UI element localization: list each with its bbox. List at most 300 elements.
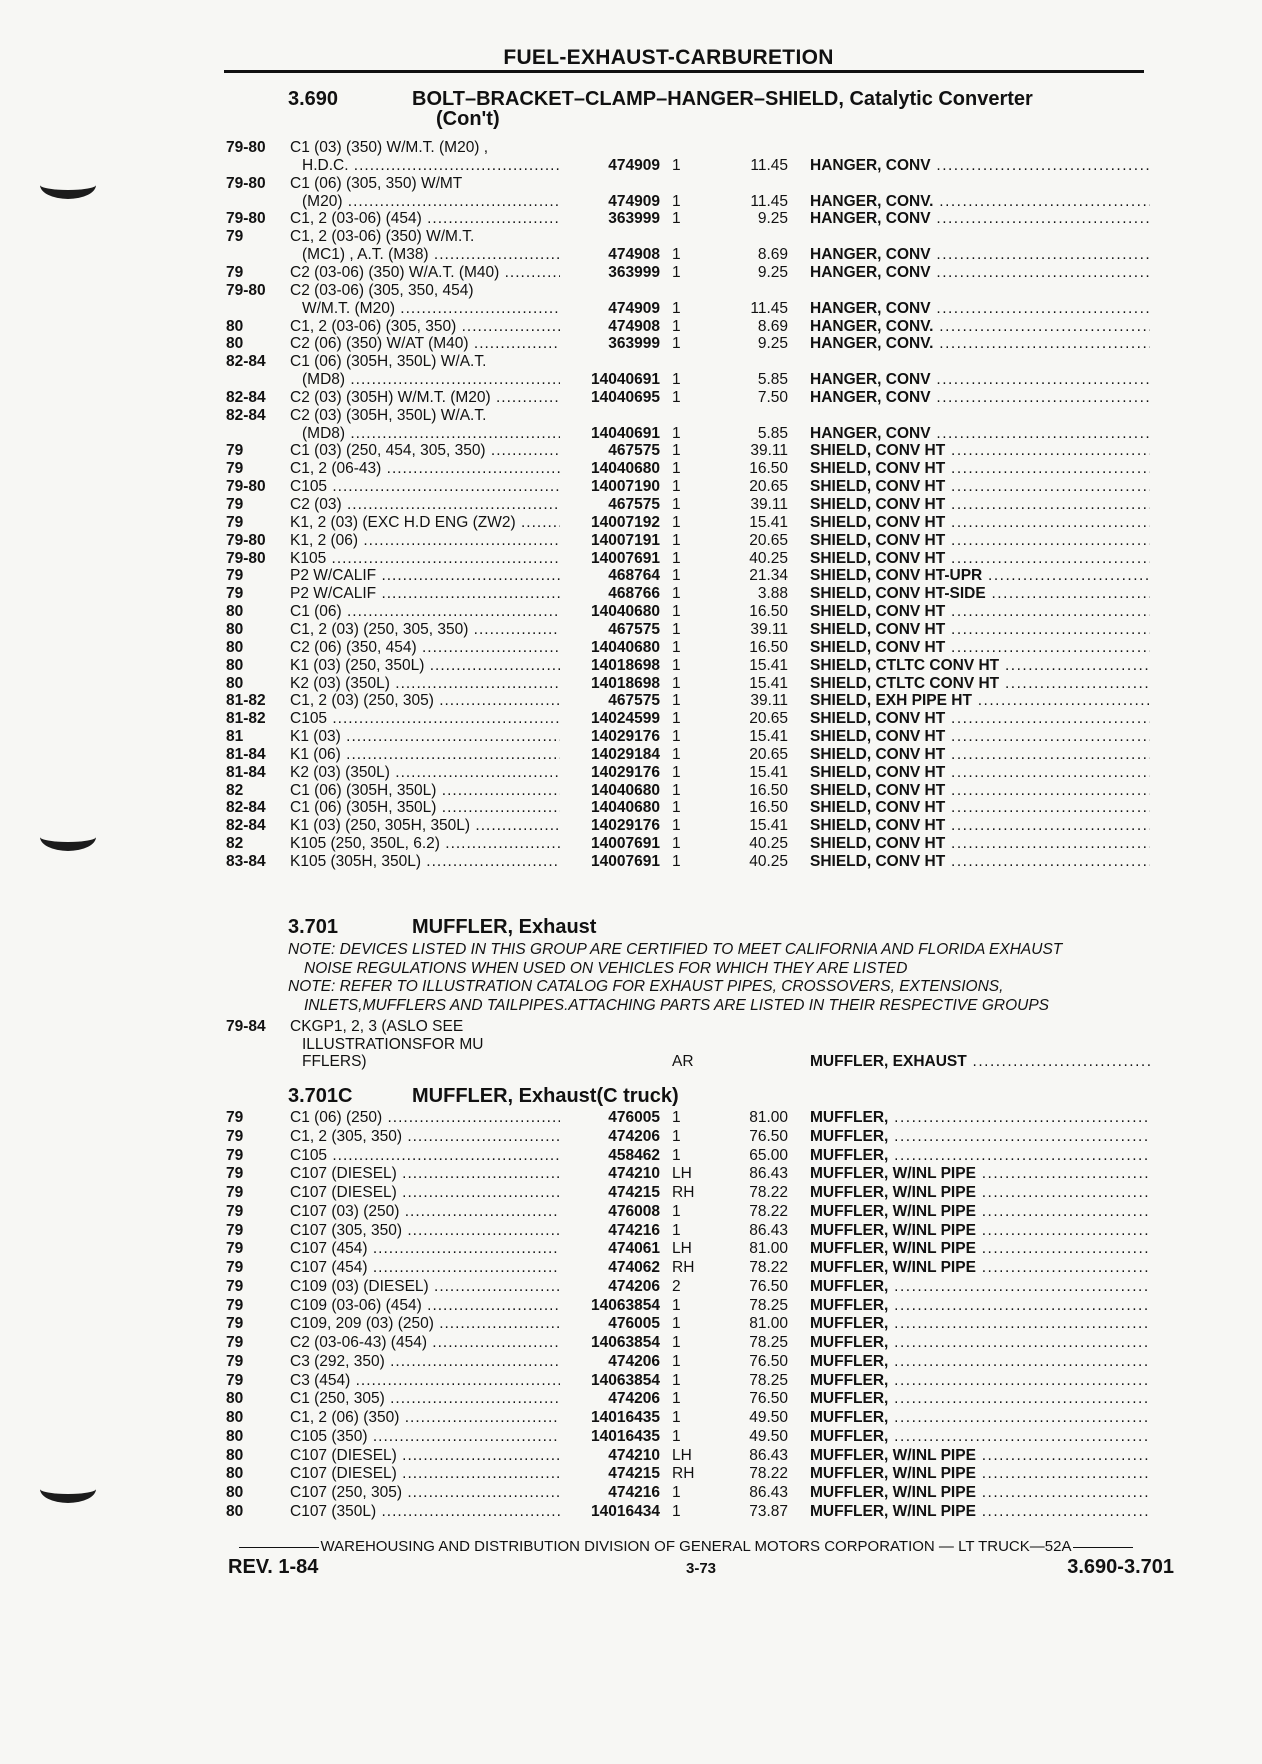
model-description: C1, 2 (03) (250, 305) ..... xyxy=(290,691,560,710)
model-description: H.D.C. ..... xyxy=(302,156,560,175)
price: 20.65 xyxy=(749,478,788,496)
model-description: K1 (06) ..... xyxy=(290,745,560,764)
year-range: 79 xyxy=(226,1296,244,1314)
part-name-text: SHIELD, CTLTC CONV HT xyxy=(810,674,1000,692)
leader-dots xyxy=(945,639,1150,656)
table-row xyxy=(0,745,1262,764)
quantity: 1 xyxy=(672,620,681,638)
model-description: P2 W/CALIF ..... xyxy=(290,584,560,603)
part-number: 14016435 xyxy=(591,1427,660,1445)
year-range: 80 xyxy=(226,1446,244,1464)
header-rule xyxy=(224,70,1144,73)
quantity: 1 xyxy=(672,1427,681,1445)
part-name xyxy=(810,263,1150,282)
table-row xyxy=(0,834,1262,853)
price: 39.11 xyxy=(750,692,788,710)
year-range: 79 xyxy=(226,1202,244,1220)
part-name xyxy=(810,245,1150,264)
price: 49.50 xyxy=(749,1409,788,1426)
part-name-text: SHIELD, CONV HT xyxy=(810,728,946,746)
table-row xyxy=(0,1296,1262,1315)
part-name xyxy=(810,798,1150,817)
quantity: 1 xyxy=(672,1109,681,1126)
part-number: 14029176 xyxy=(591,728,660,746)
part-number: 467575 xyxy=(608,496,660,513)
leader-dots xyxy=(931,389,1150,406)
model-description: K1 (03) (250, 305H, 350L) ..... xyxy=(290,816,560,835)
quantity: AR xyxy=(672,1053,694,1070)
year-range: 82-84 xyxy=(226,353,266,371)
part-number: 14063854 xyxy=(591,1296,660,1314)
part-number: 476005 xyxy=(608,1109,660,1126)
part-number: 474216 xyxy=(608,1221,660,1239)
price: 5.85 xyxy=(757,424,788,442)
price: 5.85 xyxy=(757,371,788,389)
part-number: 14018698 xyxy=(591,674,660,692)
section-title: MUFFLER, Exhaust(C truck) xyxy=(412,1085,679,1107)
table-row xyxy=(0,1183,1262,1202)
part-name xyxy=(810,513,1150,532)
leader-dots xyxy=(972,692,1150,709)
price: 7.50 xyxy=(757,388,788,406)
part-number: 474206 xyxy=(608,1127,660,1145)
part-name-text: HANGER, CONV xyxy=(810,299,931,317)
quantity: 1 xyxy=(672,317,681,335)
year-range: 79 xyxy=(226,1127,244,1145)
part-name-text: SHIELD, CONV HT xyxy=(810,745,946,763)
part-name xyxy=(810,317,1150,336)
year-range: 79 xyxy=(226,263,244,281)
year-range: 80 xyxy=(226,620,244,638)
table-row xyxy=(0,477,1262,496)
table-row xyxy=(0,566,1262,585)
year-range: 79 xyxy=(226,567,244,585)
part-number: 363999 xyxy=(608,263,660,281)
part-name-text: SHIELD, CONV HT xyxy=(810,710,946,728)
part-name-text: SHIELD, CONV HT xyxy=(810,478,946,496)
part-name xyxy=(810,620,1150,639)
model-description: K1, 2 (03) (EXC H.D ENG (ZW2) ..... xyxy=(290,513,560,532)
year-range: 82-84 xyxy=(226,406,266,424)
part-name xyxy=(810,1239,1150,1258)
leader-dots xyxy=(986,585,1150,602)
year-range: 79-80 xyxy=(226,174,266,192)
part-name xyxy=(810,1221,1150,1240)
leader-dots xyxy=(888,1315,1150,1332)
year-range: 79-80 xyxy=(226,549,266,567)
leader-dots xyxy=(976,1447,1150,1464)
part-number: 14007691 xyxy=(591,549,660,567)
part-number: 14040680 xyxy=(591,799,660,817)
part-name xyxy=(810,1446,1150,1465)
price: 40.25 xyxy=(749,549,788,567)
quantity: RH xyxy=(672,1259,695,1276)
table-row xyxy=(0,1202,1262,1221)
table-row xyxy=(0,406,1262,425)
quantity: 1 xyxy=(672,1352,681,1370)
price: 76.50 xyxy=(749,1390,788,1408)
model-description: C109 (03) (DIESEL) ..... xyxy=(290,1277,560,1296)
leader-dots xyxy=(945,853,1150,870)
model-description: C105 ..... xyxy=(290,477,560,496)
year-range: 80 xyxy=(226,1427,244,1445)
part-name-text: HANGER, CONV. xyxy=(810,192,934,210)
part-name xyxy=(810,1502,1150,1521)
price: 20.65 xyxy=(749,531,788,549)
part-name-text: SHIELD, CONV HT xyxy=(810,442,946,460)
quantity: 1 xyxy=(672,1390,681,1408)
leader-dots xyxy=(999,657,1150,674)
part-name-text: HANGER, CONV xyxy=(810,371,931,389)
model-description: C1, 2 (06-43) ..... xyxy=(290,459,560,478)
leader-dots xyxy=(945,764,1150,781)
table-row xyxy=(0,174,1262,193)
leader-dots xyxy=(976,1203,1150,1220)
part-name-text: MUFFLER, W/INL PIPE xyxy=(810,1484,976,1501)
part-name xyxy=(810,1202,1150,1221)
part-number: 474216 xyxy=(608,1484,660,1501)
part-name xyxy=(810,441,1150,460)
quantity: 1 xyxy=(672,745,681,763)
price: 81.00 xyxy=(749,1240,788,1258)
year-range: 79 xyxy=(226,1146,244,1164)
model-description: CKGP1, 2, 3 (ASLO SEE xyxy=(290,1018,464,1035)
price: 39.11 xyxy=(750,496,788,513)
table-row xyxy=(0,1052,1262,1071)
model-description: C1 (250, 305) ..... xyxy=(290,1389,560,1408)
part-name xyxy=(810,1127,1150,1146)
quantity: 1 xyxy=(672,1409,681,1426)
quantity: 1 xyxy=(672,1127,681,1145)
part-number: 14007691 xyxy=(591,853,660,870)
price: 11.45 xyxy=(750,192,788,210)
model-description: C1 (06) (305H, 350L) W/A.T. xyxy=(290,353,487,371)
part-name xyxy=(810,834,1150,853)
quantity: 1 xyxy=(672,263,681,281)
table-row xyxy=(0,1277,1262,1296)
part-name xyxy=(810,656,1150,675)
model-description: K105 (250, 350L, 6.2) ..... xyxy=(290,834,560,853)
part-name-text: MUFFLER, xyxy=(810,1352,889,1370)
part-name xyxy=(810,852,1150,871)
quantity: 1 xyxy=(672,603,681,621)
year-range: 79 xyxy=(226,1109,244,1126)
part-number: 14029184 xyxy=(591,745,660,763)
leader-dots xyxy=(945,603,1150,620)
part-number: 474210 xyxy=(608,1165,660,1183)
part-number: 14029176 xyxy=(591,763,660,781)
model-description: C107 (350L) ..... xyxy=(290,1502,560,1521)
part-name-text: SHIELD, CONV HT-SIDE xyxy=(810,585,986,603)
model-description: (MC1) , A.T. (M38) ..... xyxy=(302,245,560,264)
leader-dots xyxy=(976,1503,1150,1520)
note-line: NOTE: DEVICES LISTED IN THIS GROUP ARE CERTIFIED TO MEET CALIFORNIA AND FLORIDA EXHAUST xyxy=(288,941,1063,958)
part-name-text: MUFFLER, xyxy=(810,1146,889,1164)
price: 9.25 xyxy=(757,263,788,281)
table-row xyxy=(0,584,1262,603)
price: 65.00 xyxy=(749,1146,788,1164)
footer-division xyxy=(228,1538,1144,1555)
leader-dots xyxy=(976,1184,1150,1201)
quantity: 1 xyxy=(672,246,681,264)
part-name xyxy=(810,388,1150,407)
model-description: K2 (03) (350L) ..... xyxy=(290,763,560,782)
part-number: 14007191 xyxy=(591,531,660,549)
price: 16.50 xyxy=(749,638,788,656)
footer-division-text: WAREHOUSING AND DISTRIBUTION DIVISION OF GENERAL MOTORS CORPORATION — LT TRUCK—52A xyxy=(320,1538,1072,1555)
part-name-text: SHIELD, CONV HT xyxy=(810,603,946,621)
table-row xyxy=(0,263,1262,282)
quantity: 1 xyxy=(672,388,681,406)
year-range: 82-84 xyxy=(226,817,266,835)
leader-dots xyxy=(888,1334,1150,1351)
quantity: 2 xyxy=(672,1277,681,1295)
part-name xyxy=(810,459,1150,478)
price: 78.25 xyxy=(749,1334,788,1351)
price: 81.00 xyxy=(749,1315,788,1333)
part-name-text: HANGER, CONV xyxy=(810,263,931,281)
table-row xyxy=(0,299,1262,318)
price: 86.43 xyxy=(749,1165,788,1183)
year-range: 80 xyxy=(226,1409,244,1426)
leader-dots xyxy=(888,1353,1150,1370)
model-description: C105 (350) ..... xyxy=(290,1427,560,1446)
part-number: 14024599 xyxy=(591,710,660,728)
leader-dots xyxy=(945,782,1150,799)
part-name xyxy=(810,1371,1150,1390)
price: 78.25 xyxy=(749,1296,788,1314)
table-row xyxy=(0,1446,1262,1465)
leader-dots xyxy=(976,1259,1150,1276)
table-row xyxy=(0,424,1262,443)
model-description: C3 (454) ..... xyxy=(290,1371,560,1390)
part-name-text: SHIELD, CONV HT xyxy=(810,620,946,638)
year-range: 80 xyxy=(226,1502,244,1520)
part-name xyxy=(810,1408,1150,1427)
table-row xyxy=(0,441,1262,460)
leader-dots xyxy=(982,567,1150,584)
price: 40.25 xyxy=(749,853,788,870)
table-row xyxy=(0,334,1262,353)
model-description: C2 (06) (350, 454) ..... xyxy=(290,638,560,657)
part-name xyxy=(810,1164,1150,1183)
part-name xyxy=(810,477,1150,496)
year-range: 79 xyxy=(226,1221,244,1239)
year-range: 79-84 xyxy=(226,1018,266,1035)
part-number: 14016435 xyxy=(591,1409,660,1426)
part-name xyxy=(810,781,1150,800)
model-description: C107 (454) ..... xyxy=(290,1258,560,1277)
leader-dots xyxy=(999,675,1150,692)
part-name xyxy=(810,674,1150,693)
note-line: NOISE REGULATIONS WHEN USED ON VEHICLES FOR WHICH THEY ARE LISTED xyxy=(304,959,908,977)
quantity: 1 xyxy=(672,585,681,603)
section-title: MUFFLER, Exhaust xyxy=(412,916,597,938)
part-name xyxy=(810,495,1150,514)
part-number: 468764 xyxy=(608,567,660,585)
model-description: C107 (DIESEL) ..... xyxy=(290,1446,560,1465)
model-description: K105 (305H, 350L) ..... xyxy=(290,852,560,871)
model-description: C1, 2 (305, 350) ..... xyxy=(290,1127,560,1146)
quantity: 1 xyxy=(672,496,681,513)
leader-dots xyxy=(976,1465,1150,1482)
leader-dots xyxy=(933,193,1150,210)
price: 40.25 xyxy=(749,835,788,853)
part-name-text: MUFFLER, xyxy=(810,1427,889,1445)
price: 15.41 xyxy=(749,674,788,692)
price: 81.00 xyxy=(749,1109,788,1126)
year-range: 79 xyxy=(226,1371,244,1389)
leader-dots xyxy=(945,514,1150,531)
part-name-text: SHIELD, CONV HT xyxy=(810,763,946,781)
price: 15.41 xyxy=(749,817,788,835)
leader-dots xyxy=(888,1278,1150,1295)
leader-dots xyxy=(945,835,1150,852)
table-row xyxy=(0,370,1262,389)
section-title: BOLT–BRACKET–CLAMP–HANGER–SHIELD, Catalytic Converter xyxy=(412,88,1033,110)
part-name-text: MUFFLER, W/INL PIPE xyxy=(810,1446,976,1464)
part-name-text: MUFFLER, W/INL PIPE xyxy=(810,1165,976,1183)
part-name xyxy=(810,370,1150,389)
leader-dots xyxy=(945,728,1150,745)
model-description: C1, 2 (03-06) (350) W/M.T. xyxy=(290,228,475,246)
part-number: 476005 xyxy=(608,1315,660,1333)
part-name-text: HANGER, CONV xyxy=(810,210,931,228)
part-name xyxy=(810,1464,1150,1483)
page-number: 3-73 xyxy=(686,1560,717,1577)
quantity: 1 xyxy=(672,728,681,746)
part-name xyxy=(810,745,1150,764)
model-description: C107 (DIESEL) ..... xyxy=(290,1464,560,1483)
year-range: 80 xyxy=(226,603,244,621)
leader-dots xyxy=(976,1240,1150,1257)
part-number: 474908 xyxy=(608,317,660,335)
leader-dots xyxy=(976,1222,1150,1239)
table-row xyxy=(0,192,1262,211)
part-name-text: SHIELD, EXH PIPE HT xyxy=(810,692,972,710)
model-description: C1 (06) (305H, 350L) ..... xyxy=(290,781,560,800)
part-name xyxy=(810,1277,1150,1296)
price: 86.43 xyxy=(749,1221,788,1239)
leader-dots xyxy=(945,621,1150,638)
part-name xyxy=(810,1146,1150,1165)
table-row xyxy=(0,674,1262,693)
table-row xyxy=(0,1035,1262,1054)
model-description: C2 (03-06) (305, 350, 454) xyxy=(290,281,474,299)
part-number: 474210 xyxy=(608,1446,660,1464)
year-range: 79-80 xyxy=(226,281,266,299)
quantity: 1 xyxy=(672,1221,681,1239)
part-name-text: HANGER, CONV xyxy=(810,156,931,174)
table-row xyxy=(0,781,1262,800)
leader-dots xyxy=(888,1390,1150,1407)
note-line: NOTE: REFER TO ILLUSTRATION CATALOG FOR EXHAUST PIPES, CROSSOVERS, EXTENSIONS, xyxy=(288,978,1004,995)
year-range: 81-84 xyxy=(226,763,266,781)
year-range: 79 xyxy=(226,585,244,603)
part-number: 474909 xyxy=(608,192,660,210)
part-number: 14029176 xyxy=(591,817,660,835)
part-name-text: SHIELD, CONV HT xyxy=(810,531,946,549)
part-name-text: MUFFLER, xyxy=(810,1277,889,1295)
part-name-text: SHIELD, CONV HT xyxy=(810,817,946,835)
quantity: 1 xyxy=(672,442,681,460)
table-row xyxy=(0,1352,1262,1371)
part-name-text: MUFFLER, W/INL PIPE xyxy=(810,1240,976,1258)
part-name xyxy=(810,638,1150,657)
price: 78.22 xyxy=(749,1465,788,1483)
table-row xyxy=(0,1017,1262,1036)
part-number: 474909 xyxy=(608,156,660,174)
leader-dots xyxy=(931,210,1150,227)
year-range: 79 xyxy=(226,1315,244,1333)
part-name-text: SHIELD, CONV HT xyxy=(810,853,946,870)
table-row xyxy=(0,1146,1262,1165)
price: 86.43 xyxy=(749,1446,788,1464)
model-description: (M20) ..... xyxy=(302,192,560,211)
model-description: C1 (06) (250) ..... xyxy=(290,1108,560,1127)
leader-dots xyxy=(945,550,1150,567)
leader-dots xyxy=(931,300,1150,317)
quantity: 1 xyxy=(672,371,681,389)
part-number: 14063854 xyxy=(591,1371,660,1389)
quantity: 1 xyxy=(672,1315,681,1333)
price: 15.41 xyxy=(749,763,788,781)
price: 73.87 xyxy=(749,1502,788,1520)
quantity: 1 xyxy=(672,1334,681,1351)
table-row xyxy=(0,852,1262,871)
part-name-text: HANGER, CONV. xyxy=(810,335,934,353)
part-name xyxy=(810,156,1150,175)
table-row xyxy=(0,156,1262,175)
model-description: C1 (03) (350) W/M.T. (M20) , xyxy=(290,139,489,156)
part-name xyxy=(810,584,1150,603)
part-name-text: MUFFLER, xyxy=(810,1409,889,1426)
table-row xyxy=(0,209,1262,228)
table-row xyxy=(0,727,1262,746)
part-name-text: MUFFLER, xyxy=(810,1296,889,1314)
part-name-text: MUFFLER, xyxy=(810,1390,889,1408)
leader-dots xyxy=(888,1428,1150,1445)
quantity: 1 xyxy=(672,192,681,210)
price: 78.25 xyxy=(749,1371,788,1389)
table-row xyxy=(0,388,1262,407)
quantity: 1 xyxy=(672,817,681,835)
part-number: 474206 xyxy=(608,1277,660,1295)
part-name-text: SHIELD, CONV HT xyxy=(810,549,946,567)
part-number: 14018698 xyxy=(591,656,660,674)
part-name-text: SHIELD, CONV HT xyxy=(810,781,946,799)
model-description: K2 (03) (350L) ..... xyxy=(290,674,560,693)
quantity: 1 xyxy=(672,210,681,228)
model-description: (MD8) ..... xyxy=(302,370,560,389)
part-name-text: SHIELD, CONV HT xyxy=(810,799,946,817)
table-row xyxy=(0,317,1262,336)
leader-dots xyxy=(945,460,1150,477)
revision-label: REV. 1-84 xyxy=(228,1556,319,1578)
page-header: FUEL-EXHAUST-CARBURETION xyxy=(503,46,834,69)
model-description: C1 (06) ..... xyxy=(290,602,560,621)
price: 20.65 xyxy=(749,745,788,763)
quantity: RH xyxy=(672,1184,695,1201)
model-description: C1, 2 (03) (250, 305, 350) ..... xyxy=(290,620,560,639)
part-name xyxy=(810,1314,1150,1333)
table-row xyxy=(0,352,1262,371)
price: 8.69 xyxy=(757,246,788,264)
part-number: 474215 xyxy=(608,1465,660,1483)
part-number: 14063854 xyxy=(591,1334,660,1351)
part-name xyxy=(810,209,1150,228)
quantity: 1 xyxy=(672,299,681,317)
